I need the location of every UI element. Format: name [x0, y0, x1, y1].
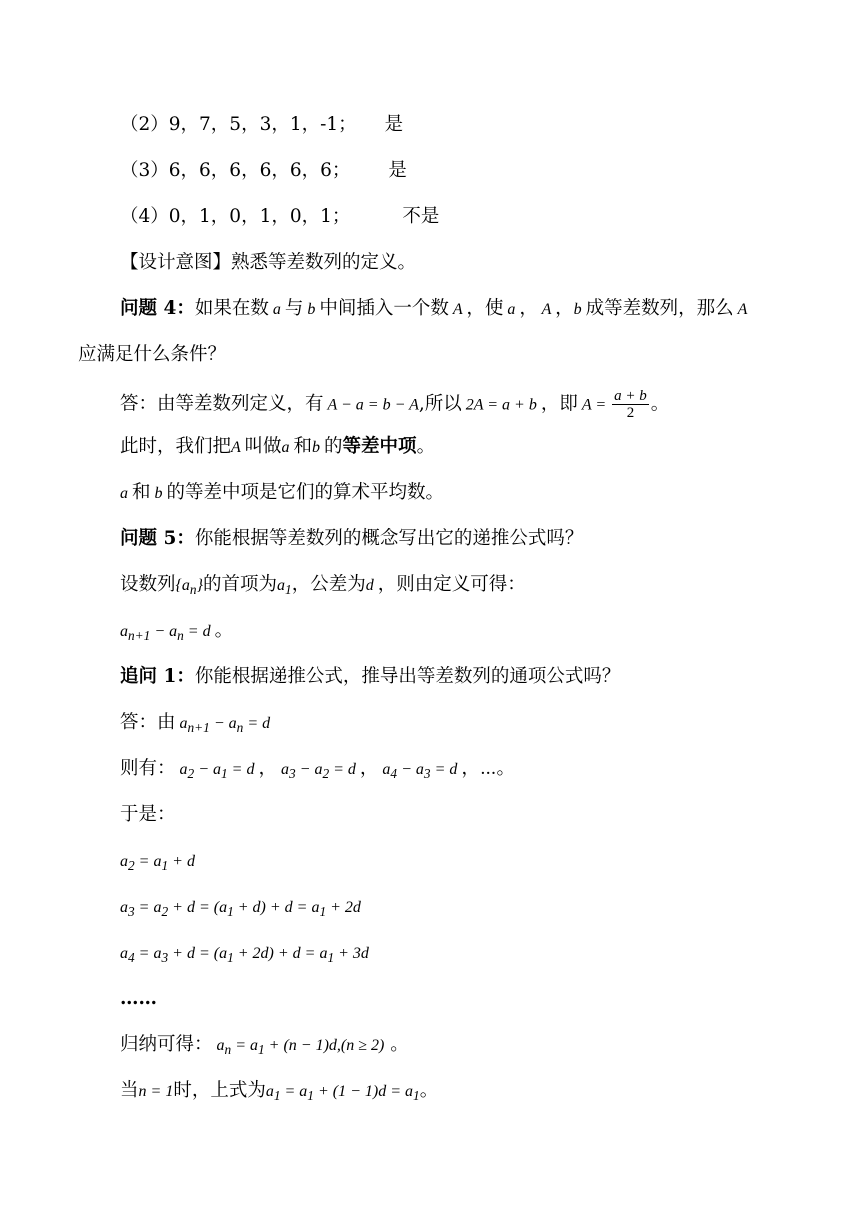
question-5-label: 问题 5： — [120, 528, 195, 549]
question-4-continuation: 应满足什么条件？ — [78, 344, 227, 365]
equation-a2: $a_2 = a_1 + d$ — [120, 853, 195, 874]
follow-up-label: 追问 1： — [120, 666, 195, 687]
differences-line: 则有： $a_2 - a_1 = d$ ， $a_3 - a_2 = d$ ， $a_4 - a_3 = d$ ，⋯。 — [120, 758, 516, 782]
arithmetic-mean-definition: 此时，我们把A 叫做a 和b 的等差中项。 — [120, 436, 436, 457]
question-4: 问题 4：如果在数 a 与 b 中间插入一个数 A ，使 a ， A ，b 成等差数列，那么 A — [120, 298, 748, 319]
equation-a4: $a_4 = a_3 + d = (a_1 + 2d) + d = a_1 + 3d$ — [120, 945, 369, 966]
arithmetic-mean-note: a 和 b 的等差中项是它们的算术平均数。 — [120, 482, 445, 503]
answer-follow-up: 答：由 $a_{n+1} - a_n = d$ — [120, 712, 271, 736]
sequence-3: （3）6，6，6，6，6，6； — [120, 160, 351, 181]
sequence-3-answer: 是 — [388, 160, 407, 181]
arithmetic-mean-term: 等差中项 — [342, 436, 417, 457]
sequence-2: （2）9，7，5，3，1，-1； — [120, 114, 357, 135]
n-equals-1-check: 当n = 1时，上式为$a_1 = a_1 + (1 - 1)d = a_1$。 — [120, 1080, 439, 1104]
sequence-4: （4）0，1，0，1，0，1； — [120, 206, 351, 227]
general-term-formula: 归纳可得： $a_n = a_1 + (n - 1)d,(n \ge 2)$ 。 — [120, 1034, 409, 1058]
recurrence-formula: $a_{n+1} - a_n = d$ 。 — [120, 620, 234, 644]
answer-4: 答：由等差数列定义，有 A − a = b − A,所以 2A = a + b ，即 A = $\frac{a + b}{2}$ 。 — [120, 388, 670, 421]
follow-up-question: 追问 1：你能根据递推公式，推导出等差数列的通项公式吗？ — [120, 666, 621, 687]
question-4-label: 问题 4： — [120, 298, 195, 319]
sequence-line-4 — [120, 204, 439, 230]
equation-a3: $a_3 = a_2 + d = (a_1 + d) + d = a_1 + 2d$ — [120, 899, 361, 920]
hence-line: 于是： — [120, 804, 176, 825]
sequence-line-2 — [120, 112, 403, 138]
sequence-line-3 — [120, 158, 407, 184]
midpoint-fraction: $\frac{a + b}{2}$ — [614, 388, 647, 421]
sequence-4-answer: 不是 — [402, 206, 440, 227]
ellipsis: …… — [120, 988, 157, 1009]
design-intent: 【设计意图】熟悉等差数列的定义。 — [120, 252, 417, 273]
sequence-2-answer: 是 — [384, 114, 404, 135]
question-5: 问题 5：你能根据等差数列的概念写出它的递推公式吗？ — [120, 528, 584, 549]
sequence-setup: 设数列$\{a_n\}$的首项为$a_1$，公差为d ，则由定义可得： — [120, 574, 526, 598]
